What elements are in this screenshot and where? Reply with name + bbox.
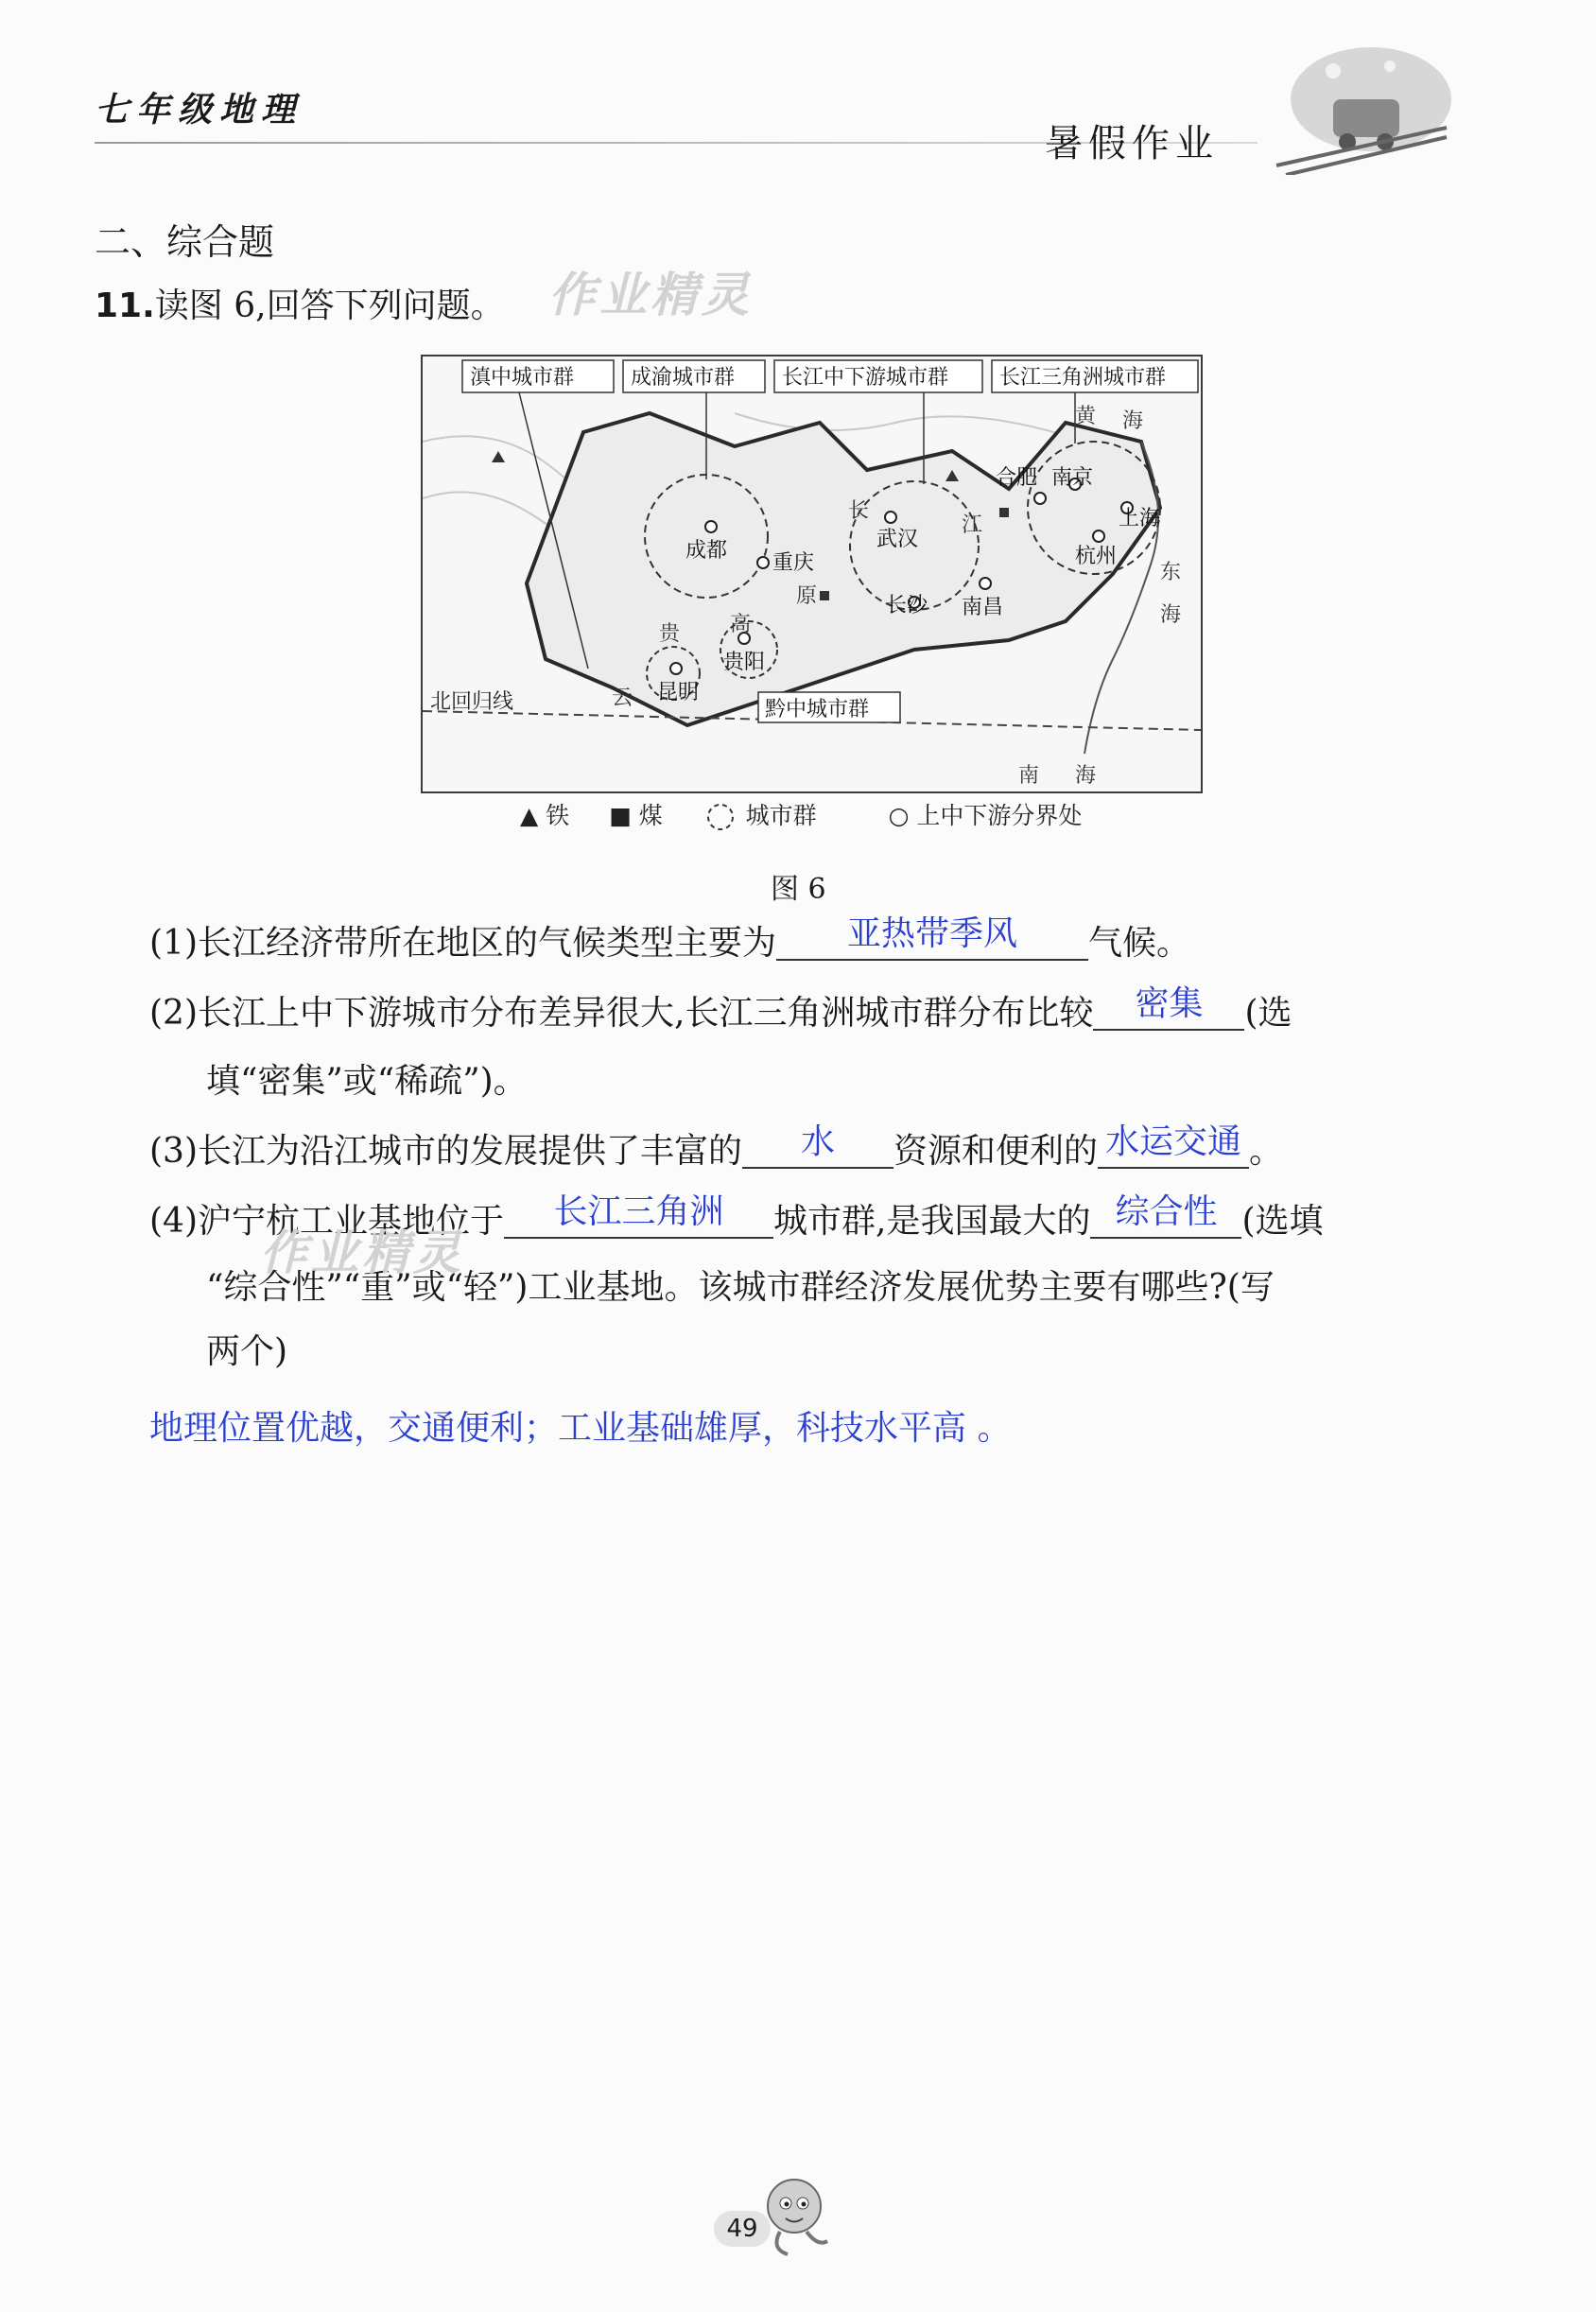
grade-subject-title: 七年级地理 bbox=[95, 90, 304, 130]
dashed-circle-icon bbox=[703, 802, 738, 832]
tropic-label: 北回归线 bbox=[430, 690, 514, 714]
homework-title: 暑假作业 bbox=[1045, 122, 1219, 165]
city-kunming: 昆明 bbox=[657, 681, 700, 704]
q2-continuation: 填“密集”或“稀疏”)。 bbox=[206, 1062, 528, 1101]
question-item-3 bbox=[149, 1122, 1284, 1171]
coal-symbol bbox=[820, 591, 829, 600]
watermark: 作业精灵 bbox=[260, 1226, 464, 1280]
q4-text: (4)沪宁杭工业基地位于 bbox=[149, 1202, 504, 1241]
city-nanjing: 南京 bbox=[1051, 466, 1094, 490]
city-wuhan: 武汉 bbox=[876, 528, 919, 551]
legend-cluster bbox=[703, 802, 849, 829]
q4-blank-1[interactable] bbox=[504, 1192, 773, 1239]
section-title: 二、综合题 bbox=[95, 221, 275, 263]
region-char: 江 bbox=[962, 513, 983, 537]
iron-symbol bbox=[492, 451, 505, 462]
q4-continuation-1: “综合性”“重”或“轻”)工业基地。该城市群经济发展优势主要有哪些?(写 bbox=[206, 1268, 1275, 1307]
sea-char: 海 bbox=[1122, 409, 1144, 433]
sea-char: 海 bbox=[1075, 764, 1097, 788]
q4-answer-2: 综合性 bbox=[1115, 1192, 1218, 1231]
legend-coal: ■ 煤 bbox=[609, 802, 663, 829]
city-marker bbox=[1034, 493, 1046, 504]
region-char: 原 bbox=[796, 584, 818, 608]
question-number: 11. bbox=[95, 287, 155, 325]
region-char: 长 bbox=[848, 499, 870, 523]
q2-text: (2)长江上中下游城市分布差异很大,长江三角洲城市群分布比较 bbox=[149, 994, 1094, 1033]
economic-belt-outline bbox=[527, 413, 1160, 725]
city-chengdu: 成都 bbox=[685, 539, 728, 563]
q2-blank[interactable] bbox=[1093, 984, 1244, 1031]
city-marker bbox=[705, 521, 717, 532]
legend-boundary: ○ 上中下游分界处 bbox=[888, 802, 1083, 829]
q3-answer-2: 水运交通 bbox=[1105, 1122, 1242, 1161]
region-char: 云 bbox=[612, 687, 633, 710]
question-item-1 bbox=[149, 914, 1191, 963]
q1-answer: 亚热带季风 bbox=[846, 914, 1017, 953]
city-marker bbox=[1093, 530, 1104, 542]
sea-char: 南 bbox=[1018, 764, 1040, 788]
header-decoration-illustration bbox=[1267, 43, 1456, 175]
city-hefei: 合肥 bbox=[996, 466, 1038, 490]
city-hangzhou: 杭州 bbox=[1075, 545, 1118, 568]
q4-continuation-2: 两个) bbox=[206, 1332, 288, 1371]
city-marker bbox=[757, 557, 769, 568]
q3-blank-1[interactable] bbox=[742, 1122, 893, 1169]
region-char: 高 bbox=[730, 613, 752, 636]
map-label-yangtze-delta: 长江三角洲城市群 bbox=[999, 366, 1167, 390]
city-nanchang: 南昌 bbox=[962, 596, 1004, 619]
city-shanghai: 上海 bbox=[1119, 507, 1161, 530]
q2-answer: 密集 bbox=[1135, 984, 1204, 1023]
map-legend bbox=[520, 797, 1114, 832]
coal-symbol bbox=[999, 508, 1009, 517]
q1-post: 气候。 bbox=[1088, 924, 1191, 963]
page-number: 49 bbox=[714, 2211, 771, 2247]
sea-char: 黄 bbox=[1075, 405, 1097, 428]
q4-answer-1: 长江三角洲 bbox=[553, 1192, 724, 1231]
watermark: 作业精灵 bbox=[548, 268, 753, 322]
mascot-icon bbox=[761, 2173, 837, 2258]
question-item-2 bbox=[149, 984, 1292, 1033]
q4-post: (选填 bbox=[1241, 1202, 1324, 1241]
city-guiyang: 贵阳 bbox=[723, 651, 766, 674]
region-char: 贵 bbox=[659, 622, 681, 646]
sea-char: 东 bbox=[1160, 561, 1182, 584]
q4-mid: 城市群,是我国最大的 bbox=[773, 1202, 1091, 1241]
city-changsha: 长沙 bbox=[886, 594, 928, 617]
q3-answer-1: 水 bbox=[800, 1122, 835, 1161]
sea-char: 海 bbox=[1160, 603, 1182, 627]
q4-written-answer: 地理位置优越，交通便利；工业基础雄厚，科技水平高 。 bbox=[149, 1409, 1012, 1448]
city-marker bbox=[670, 663, 682, 674]
q3-mid: 资源和便利的 bbox=[893, 1132, 1099, 1171]
question-stem bbox=[95, 279, 505, 327]
q1-text: (1)长江经济带所在地区的气候类型主要为 bbox=[149, 924, 776, 963]
city-chongqing: 重庆 bbox=[772, 551, 815, 575]
map-label-qianzhong: 黔中城市群 bbox=[765, 698, 870, 721]
legend-cluster-label: 城市群 bbox=[745, 802, 817, 829]
city-marker bbox=[885, 512, 896, 523]
figure-caption: 图 6 bbox=[771, 873, 826, 906]
map-label-chengyu: 成渝城市群 bbox=[631, 366, 736, 390]
q4-blank-2[interactable] bbox=[1090, 1192, 1241, 1239]
q3-blank-2[interactable] bbox=[1098, 1122, 1249, 1169]
legend-iron: ▲ 铁 bbox=[520, 802, 570, 829]
q3-text: (3)长江为沿江城市的发展提供了丰富的 bbox=[149, 1132, 742, 1171]
city-marker bbox=[980, 578, 991, 589]
q2-post: (选 bbox=[1244, 994, 1292, 1033]
q1-blank[interactable] bbox=[776, 914, 1088, 961]
map-label-dianzhong: 滇中城市群 bbox=[470, 366, 575, 390]
q3-post: 。 bbox=[1249, 1132, 1284, 1171]
map-label-middle-yangtze: 长江中下游城市群 bbox=[782, 366, 949, 390]
map-figure bbox=[421, 355, 1203, 793]
question-stem-text: 读图 6,回答下列问题。 bbox=[154, 287, 505, 325]
